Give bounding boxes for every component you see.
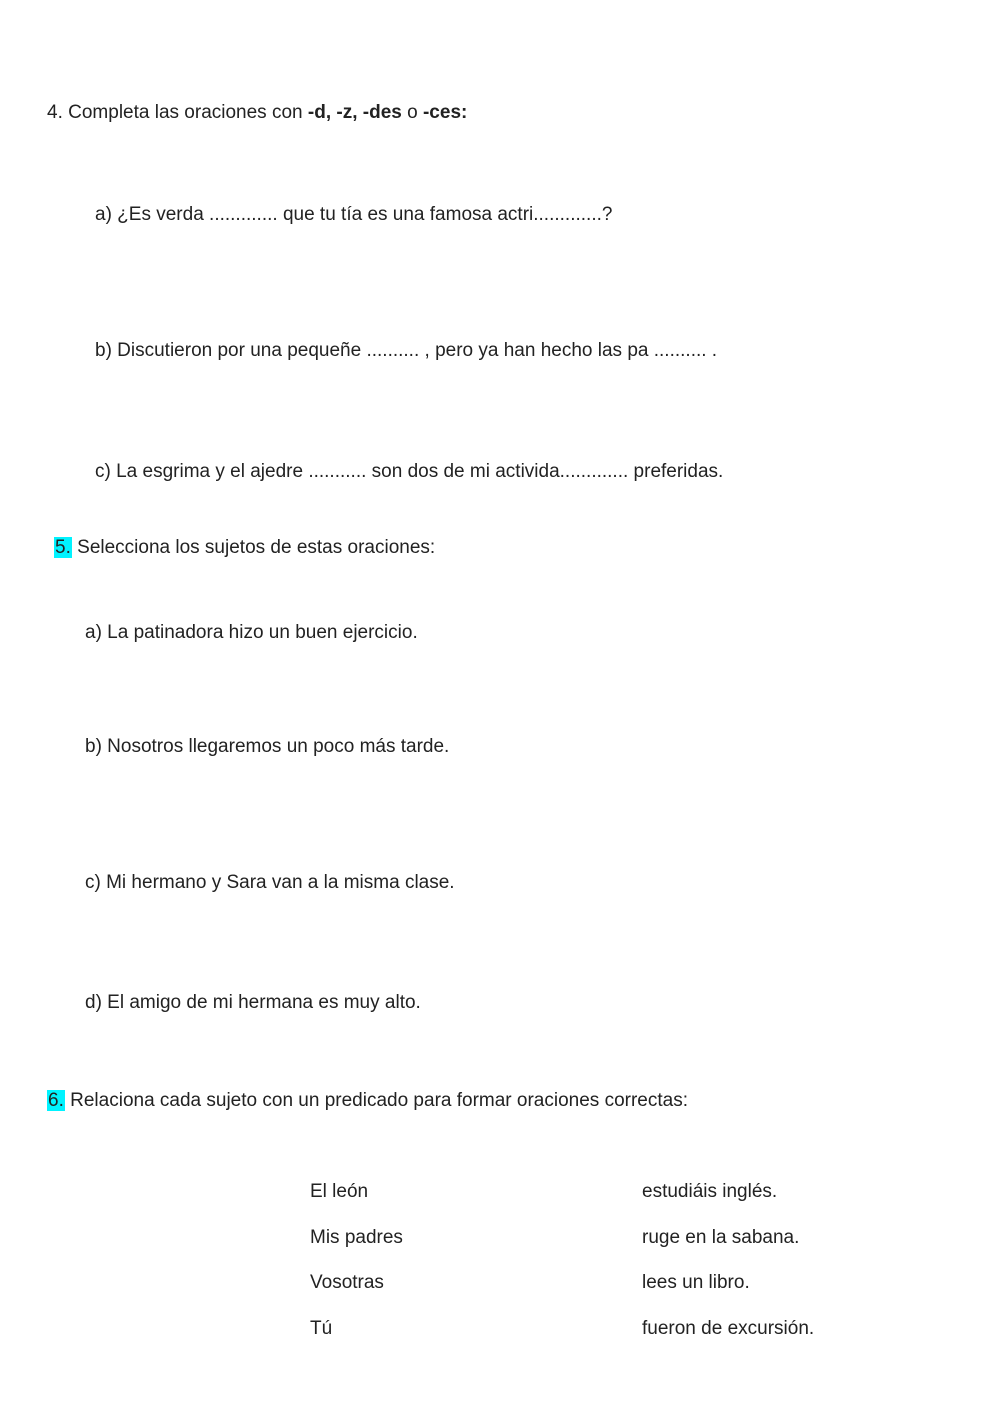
q4-item-c: c) La esgrima y el ajedre ........... son dos de mi activida............. preferidas. [95, 461, 724, 482]
q6-subject: Tú [310, 1318, 333, 1339]
q5-item-a: a) La patinadora hizo un buen ejercicio. [85, 622, 418, 643]
q4-suffix-last: -ces: [422, 102, 468, 123]
q6-predicate: estudiáis inglés. [642, 1181, 778, 1202]
q5-title: Selecciona los sujetos de estas oraciones: [77, 537, 436, 558]
q6-heading [47, 1089, 688, 1113]
q5-item-c: c) Mi hermano y Sara van a la misma clase. [85, 872, 455, 893]
q4-intro: Completa las oraciones con [68, 102, 303, 123]
q6-predicate: lees un libro. [642, 1272, 750, 1293]
q6-predicate: fueron de excursión. [642, 1318, 815, 1339]
q4-item-b: b) Discutieron por una pequeñe .......... , pero ya han hecho las pa .......... . [95, 340, 718, 361]
q6-predicate: ruge en la sabana. [642, 1227, 800, 1248]
q4-conjunction: o [407, 102, 418, 123]
q6-subject: El león [310, 1181, 369, 1202]
q6-subject: Mis padres [310, 1227, 403, 1248]
q4-number: 4. [47, 102, 63, 123]
q5-item-b: b) Nosotros llegaremos un poco más tarde. [85, 736, 450, 757]
q6-subject: Vosotras [310, 1272, 384, 1293]
q5-item-d: d) El amigo de mi hermana es muy alto. [85, 992, 421, 1013]
q5-heading [54, 536, 435, 560]
q4-suffix-list: -d, -z, -des [307, 102, 402, 123]
q4-item-a: a) ¿Es verda ............. que tu tía es una famosa actri.............? [95, 204, 613, 225]
q4-heading [47, 101, 467, 125]
q6-title: Relaciona cada sujeto con un predicado para formar oraciones correctas: [70, 1090, 688, 1111]
q5-number: 5. [55, 537, 71, 558]
q6-number: 6. [48, 1090, 64, 1111]
